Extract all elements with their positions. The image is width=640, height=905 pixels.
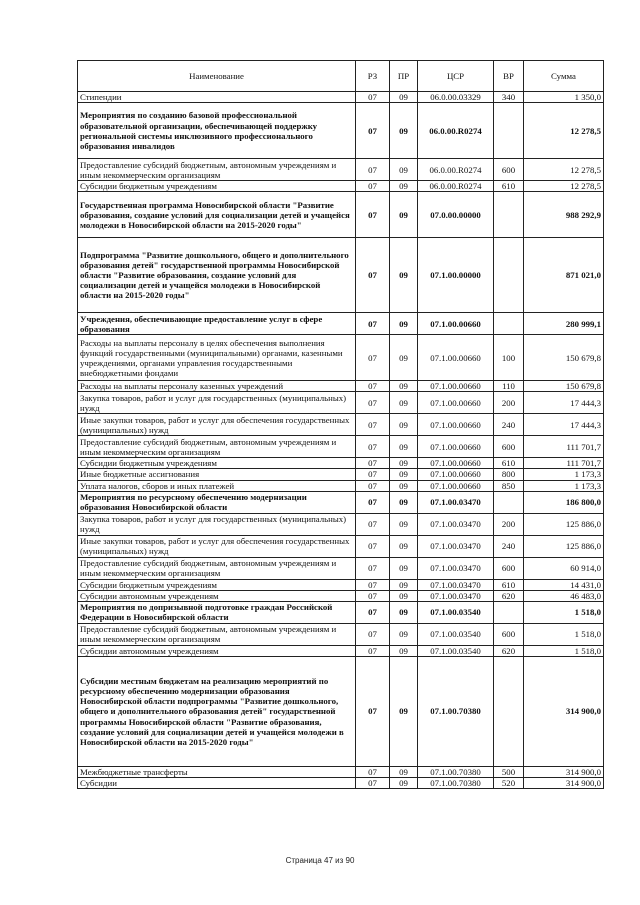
cell-sum: 46 483,0: [524, 590, 604, 601]
cell-rz: 07: [356, 92, 390, 103]
table-row: [78, 313, 604, 335]
cell-rz: 07: [356, 778, 390, 789]
cell-vr: 610: [494, 579, 524, 590]
cell-sum: 14 431,0: [524, 579, 604, 590]
cell-rz: 07: [356, 414, 390, 436]
cell-vr: [494, 656, 524, 766]
cell-sum: 12 278,5: [524, 181, 604, 192]
cell-rz: 07: [356, 579, 390, 590]
cell-pr: 09: [390, 181, 418, 192]
cell-sum: 186 800,0: [524, 491, 604, 513]
cell-vr: 610: [494, 458, 524, 469]
table-row: [78, 381, 604, 392]
cell-rz: 07: [356, 623, 390, 645]
header-csr: ЦСР: [418, 61, 494, 92]
cell-sum: 314 900,0: [524, 656, 604, 766]
cell-rz: 07: [356, 458, 390, 469]
table-row: [78, 656, 604, 766]
table-row: [78, 103, 604, 159]
cell-sum: 1 518,0: [524, 601, 604, 623]
table-row: [78, 590, 604, 601]
cell-pr: 09: [390, 601, 418, 623]
cell-rz: 07: [356, 656, 390, 766]
cell-sum: 111 701,7: [524, 458, 604, 469]
cell-pr: 09: [390, 192, 418, 238]
cell-pr: 09: [390, 458, 418, 469]
cell-vr: 520: [494, 778, 524, 789]
cell-csr: 07.1.00.00660: [418, 469, 494, 480]
cell-name: Предоставление субсидий бюджетным, автономным учреждениям и иным некоммерческим организациям: [78, 557, 356, 579]
cell-name: Уплата налогов, сборов и иных платежей: [78, 480, 356, 491]
table-row: [78, 392, 604, 414]
cell-sum: 111 701,7: [524, 436, 604, 458]
cell-rz: 07: [356, 513, 390, 535]
cell-vr: [494, 238, 524, 313]
table-row: [78, 513, 604, 535]
cell-name: Субсидии: [78, 778, 356, 789]
cell-name: Субсидии бюджетным учреждениям: [78, 579, 356, 590]
cell-sum: 314 900,0: [524, 766, 604, 777]
cell-pr: 09: [390, 414, 418, 436]
header-vr: ВР: [494, 61, 524, 92]
cell-pr: 09: [390, 238, 418, 313]
cell-name: Предоставление субсидий бюджетным, автономным учреждениям и иным некоммерческим организациям: [78, 623, 356, 645]
cell-csr: 07.1.00.03540: [418, 645, 494, 656]
cell-pr: 09: [390, 159, 418, 181]
cell-vr: 110: [494, 381, 524, 392]
cell-vr: [494, 313, 524, 335]
table-row: [78, 414, 604, 436]
cell-rz: 07: [356, 480, 390, 491]
table-row: [78, 480, 604, 491]
budget-table: [77, 60, 604, 789]
cell-pr: 09: [390, 590, 418, 601]
cell-csr: 07.1.00.00660: [418, 392, 494, 414]
cell-csr: 07.1.00.00660: [418, 381, 494, 392]
cell-sum: 1 173,3: [524, 469, 604, 480]
cell-csr: 07.1.00.00660: [418, 480, 494, 491]
table-row: [78, 92, 604, 103]
cell-vr: 600: [494, 436, 524, 458]
cell-csr: 07.1.00.03540: [418, 601, 494, 623]
cell-pr: 09: [390, 335, 418, 381]
cell-csr: 07.1.00.03470: [418, 590, 494, 601]
table-row: [78, 623, 604, 645]
cell-rz: 07: [356, 590, 390, 601]
table-body: [78, 92, 604, 789]
cell-csr: 07.1.00.03470: [418, 535, 494, 557]
cell-csr: 07.0.00.00000: [418, 192, 494, 238]
cell-sum: 12 278,5: [524, 159, 604, 181]
cell-pr: 09: [390, 535, 418, 557]
table-row: [78, 766, 604, 777]
cell-vr: [494, 103, 524, 159]
cell-name: Субсидии бюджетным учреждениям: [78, 181, 356, 192]
table-row: [78, 778, 604, 789]
cell-pr: 09: [390, 778, 418, 789]
cell-sum: 150 679,8: [524, 381, 604, 392]
cell-sum: 1 350,0: [524, 92, 604, 103]
table-row: [78, 181, 604, 192]
table-row: [78, 601, 604, 623]
cell-vr: 600: [494, 159, 524, 181]
cell-sum: 17 444,3: [524, 414, 604, 436]
cell-csr: 06.0.00.R0274: [418, 159, 494, 181]
cell-name: Мероприятия по ресурсному обеспечению модернизации образования Новосибирской области: [78, 491, 356, 513]
table-row: [78, 579, 604, 590]
header-rz: РЗ: [356, 61, 390, 92]
cell-name: Расходы на выплаты персоналу в целях обеспечения выполнения функций государственными (муниципальными) органами, казенными учреждениями, органами управления государственными внебюджетными фондами: [78, 335, 356, 381]
cell-pr: 09: [390, 656, 418, 766]
cell-pr: 09: [390, 579, 418, 590]
cell-sum: 125 886,0: [524, 535, 604, 557]
cell-rz: 07: [356, 392, 390, 414]
cell-vr: [494, 192, 524, 238]
cell-name: Предоставление субсидий бюджетным, автономным учреждениям и иным некоммерческим организациям: [78, 159, 356, 181]
cell-csr: 07.1.00.03470: [418, 513, 494, 535]
cell-sum: 988 292,9: [524, 192, 604, 238]
table-row: [78, 238, 604, 313]
cell-rz: 07: [356, 381, 390, 392]
cell-rz: 07: [356, 436, 390, 458]
cell-csr: 06.0.00.03329: [418, 92, 494, 103]
cell-name: Межбюджетные трансферты: [78, 766, 356, 777]
table-row: [78, 469, 604, 480]
cell-pr: 09: [390, 392, 418, 414]
cell-sum: 280 999,1: [524, 313, 604, 335]
cell-name: Закупка товаров, работ и услуг для государственных (муниципальных) нужд: [78, 513, 356, 535]
cell-sum: 1 518,0: [524, 645, 604, 656]
cell-pr: 09: [390, 480, 418, 491]
header-sum: Сумма: [524, 61, 604, 92]
cell-pr: 09: [390, 623, 418, 645]
table-row: [78, 458, 604, 469]
cell-name: Иные бюджетные ассигнования: [78, 469, 356, 480]
cell-name: Мероприятия по допризывной подготовке граждан Российской Федерации в Новосибирской области: [78, 601, 356, 623]
cell-csr: 07.1.00.00660: [418, 436, 494, 458]
cell-vr: [494, 601, 524, 623]
cell-name: Субсидии автономным учреждениям: [78, 590, 356, 601]
cell-pr: 09: [390, 436, 418, 458]
cell-vr: 100: [494, 335, 524, 381]
cell-vr: 200: [494, 392, 524, 414]
cell-name: Иные закупки товаров, работ и услуг для обеспечения государственных (муниципальных) нужд: [78, 414, 356, 436]
cell-vr: [494, 491, 524, 513]
cell-name: Закупка товаров, работ и услуг для государственных (муниципальных) нужд: [78, 392, 356, 414]
cell-sum: 871 021,0: [524, 238, 604, 313]
cell-name: Мероприятия по созданию базовой профессиональной образовательной организации, обеспечивающей поддержку региональной системы инклюзивного профессионального образования инвалидов: [78, 103, 356, 159]
cell-vr: 800: [494, 469, 524, 480]
cell-csr: 06.0.00.R0274: [418, 103, 494, 159]
cell-vr: 600: [494, 557, 524, 579]
cell-csr: 07.1.00.03540: [418, 623, 494, 645]
cell-sum: 125 886,0: [524, 513, 604, 535]
cell-pr: 09: [390, 469, 418, 480]
cell-pr: 09: [390, 557, 418, 579]
cell-csr: 07.1.00.00660: [418, 458, 494, 469]
cell-rz: 07: [356, 601, 390, 623]
cell-name: Субсидии местным бюджетам на реализацию мероприятий по ресурсному обеспечению модернизации образования Новосибирской области подпрограммы "Развитие дошкольного, общего и дополнительного образования детей" государственной программы Новосибирской области "Развитие образования, создание условий для социализации детей и учащейся молодежи в Новосибирской области на 2015-2020 годы": [78, 656, 356, 766]
cell-name: Подпрограмма "Развитие дошкольного, общего и дополнительного образования детей" государственной программы Новосибирской области "Развитие образования, создание условий для социализации детей и учащейся молодежи в Новосибирской области на 2015-2020 годы": [78, 238, 356, 313]
table-row: [78, 535, 604, 557]
cell-vr: 600: [494, 623, 524, 645]
cell-csr: 07.1.00.70380: [418, 766, 494, 777]
cell-vr: 850: [494, 480, 524, 491]
cell-rz: 07: [356, 192, 390, 238]
table-row: [78, 491, 604, 513]
cell-name: Государственная программа Новосибирской области "Развитие образования, создание условий для социализации детей и учащейся молодежи в Новосибирской области на 2015-2020 годы": [78, 192, 356, 238]
cell-rz: 07: [356, 557, 390, 579]
table-row: [78, 159, 604, 181]
cell-pr: 09: [390, 381, 418, 392]
cell-csr: 07.1.00.03470: [418, 557, 494, 579]
cell-sum: 1 518,0: [524, 623, 604, 645]
cell-rz: 07: [356, 469, 390, 480]
cell-csr: 07.1.00.00660: [418, 335, 494, 381]
table-header-row: [78, 61, 604, 92]
cell-rz: 07: [356, 159, 390, 181]
cell-sum: 60 914,0: [524, 557, 604, 579]
page-footer: Страница 47 из 90: [285, 856, 355, 865]
cell-csr: 07.1.00.70380: [418, 778, 494, 789]
cell-rz: 07: [356, 491, 390, 513]
cell-name: Иные закупки товаров, работ и услуг для обеспечения государственных (муниципальных) нужд: [78, 535, 356, 557]
table-row: [78, 335, 604, 381]
cell-rz: 07: [356, 766, 390, 777]
cell-pr: 09: [390, 513, 418, 535]
cell-pr: 09: [390, 103, 418, 159]
cell-rz: 07: [356, 181, 390, 192]
cell-vr: 240: [494, 414, 524, 436]
cell-sum: 150 679,8: [524, 335, 604, 381]
cell-csr: 06.0.00.R0274: [418, 181, 494, 192]
cell-csr: 07.1.00.00660: [418, 313, 494, 335]
cell-csr: 07.1.00.03470: [418, 579, 494, 590]
cell-pr: 09: [390, 313, 418, 335]
cell-pr: 09: [390, 491, 418, 513]
cell-rz: 07: [356, 335, 390, 381]
cell-rz: 07: [356, 645, 390, 656]
cell-sum: 12 278,5: [524, 103, 604, 159]
cell-vr: 340: [494, 92, 524, 103]
table-row: [78, 436, 604, 458]
cell-rz: 07: [356, 535, 390, 557]
cell-pr: 09: [390, 766, 418, 777]
cell-vr: 500: [494, 766, 524, 777]
cell-pr: 09: [390, 645, 418, 656]
cell-vr: 620: [494, 590, 524, 601]
table-row: [78, 192, 604, 238]
cell-vr: 620: [494, 645, 524, 656]
cell-vr: 200: [494, 513, 524, 535]
cell-name: Субсидии автономным учреждениям: [78, 645, 356, 656]
cell-sum: 1 173,3: [524, 480, 604, 491]
cell-csr: 07.1.00.03470: [418, 491, 494, 513]
cell-name: Предоставление субсидий бюджетным, автономным учреждениям и иным некоммерческим организациям: [78, 436, 356, 458]
cell-name: Субсидии бюджетным учреждениям: [78, 458, 356, 469]
cell-csr: 07.1.00.00660: [418, 414, 494, 436]
cell-sum: 17 444,3: [524, 392, 604, 414]
cell-rz: 07: [356, 238, 390, 313]
cell-rz: 07: [356, 313, 390, 335]
table-row: [78, 645, 604, 656]
cell-rz: 07: [356, 103, 390, 159]
header-pr: ПР: [390, 61, 418, 92]
cell-vr: 610: [494, 181, 524, 192]
table-row: [78, 557, 604, 579]
cell-name: Расходы на выплаты персоналу казенных учреждений: [78, 381, 356, 392]
cell-pr: 09: [390, 92, 418, 103]
cell-name: Учреждения, обеспечивающие предоставление услуг в сфере образования: [78, 313, 356, 335]
cell-csr: 07.1.00.70380: [418, 656, 494, 766]
cell-sum: 314 900,0: [524, 778, 604, 789]
cell-name: Стипендии: [78, 92, 356, 103]
cell-vr: 240: [494, 535, 524, 557]
header-name: Наименование: [78, 61, 356, 92]
cell-csr: 07.1.00.00000: [418, 238, 494, 313]
